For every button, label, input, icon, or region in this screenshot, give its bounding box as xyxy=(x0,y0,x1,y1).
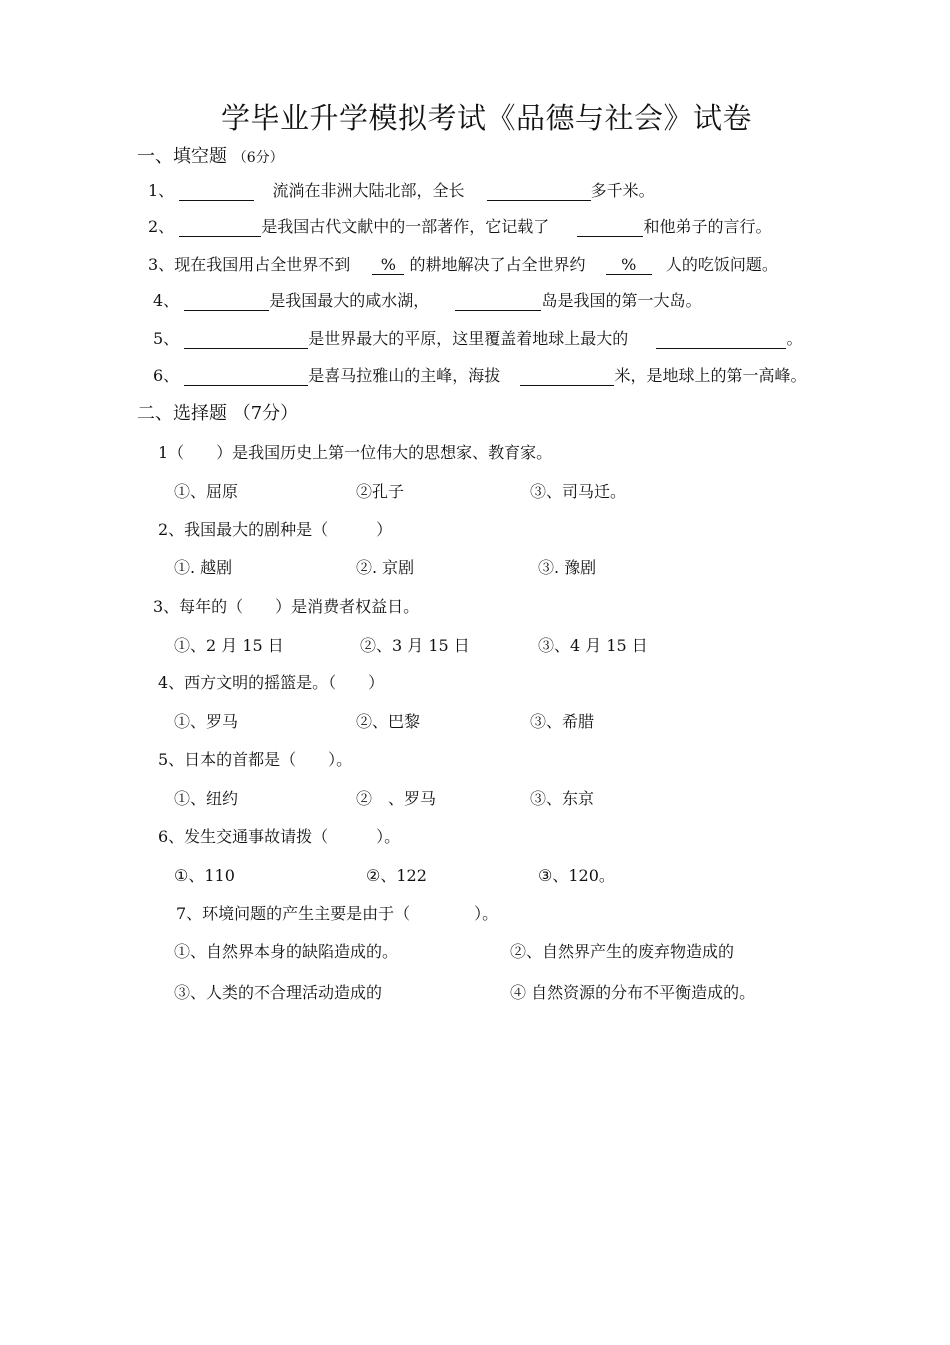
choice-option-2[interactable]: ② 、罗马 xyxy=(356,789,437,808)
answer-blank[interactable] xyxy=(184,292,269,311)
choice-option-1[interactable]: ①. 越剧 xyxy=(174,558,233,577)
question-text: 是我国古代文献中的一部著作，它记载了 xyxy=(261,217,550,236)
answer-blank[interactable] xyxy=(487,182,591,201)
choice-option-1[interactable]: ①、2 月 15 日 xyxy=(174,636,284,655)
question-number: 4、 xyxy=(153,291,180,310)
choice-option-3[interactable]: ③、120。 xyxy=(538,866,615,885)
choice-option-3[interactable]: ③、希腊 xyxy=(530,712,595,731)
question-number: 3、 xyxy=(148,255,175,274)
answer-blank[interactable] xyxy=(656,330,786,349)
question-text: 是喜马拉雅山的主峰，海拔 xyxy=(308,366,501,385)
question-text: 的耕地解决了占全世界约 xyxy=(409,255,586,274)
answer-blank[interactable] xyxy=(179,218,261,237)
section1-heading xyxy=(137,142,284,168)
choice-option-3[interactable]: ③、东京 xyxy=(530,789,595,808)
answer-blank[interactable] xyxy=(184,330,308,349)
answer-blank[interactable] xyxy=(179,182,254,201)
question-number: 5、 xyxy=(153,329,180,348)
choice-question-1-stem: 1（ ）是我国历史上第一位伟大的思想家、教育家。 xyxy=(158,443,553,462)
choice-question-6-stem: 6、发生交通事故请拨（ ）。 xyxy=(158,827,401,846)
fill-question-2 xyxy=(148,214,772,237)
question-text: 多千米。 xyxy=(590,181,655,200)
choice-question-4-stem: 4、西方文明的摇篮是。（ ） xyxy=(158,673,385,692)
answer-blank[interactable] xyxy=(184,367,308,386)
answer-blank[interactable] xyxy=(520,367,614,386)
question-number: 2、 xyxy=(148,217,175,236)
question-text: 米，是地球上的第一高峰。 xyxy=(614,366,807,385)
choice-option-3[interactable]: ③、4 月 15 日 xyxy=(538,636,648,655)
question-number: 6、 xyxy=(153,366,180,385)
fill-question-5 xyxy=(153,326,803,349)
question-text: 。 xyxy=(786,329,803,348)
choice-option-4[interactable]: ④ 自然资源的分布不平衡造成的。 xyxy=(510,983,756,1002)
choice-option-1[interactable]: ①、110 xyxy=(174,866,235,885)
answer-blank[interactable] xyxy=(455,292,541,311)
answer-blank[interactable] xyxy=(577,218,643,237)
fill-question-1 xyxy=(148,178,655,201)
choice-question-3-stem: 3、每年的（ ）是消费者权益日。 xyxy=(153,597,420,616)
question-text: 岛是我国的第一大岛。 xyxy=(541,291,702,310)
question-text: 是世界最大的平原，这里覆盖着地球上最大的 xyxy=(308,329,629,348)
fill-question-3 xyxy=(148,252,778,275)
choice-option-2[interactable]: ②、自然界产生的废弃物造成的 xyxy=(510,942,735,961)
fill-question-4 xyxy=(153,288,702,311)
question-number: 1、 xyxy=(148,181,175,200)
choice-option-2[interactable]: ②、3 月 15 日 xyxy=(360,636,470,655)
choice-option-3[interactable]: ③、人类的不合理活动造成的 xyxy=(174,983,383,1002)
choice-option-2[interactable]: ②、122 xyxy=(366,866,427,885)
choice-option-3[interactable]: ③、司马迁。 xyxy=(530,482,627,501)
choice-question-5-stem: 5、日本的首都是（ ）。 xyxy=(158,750,353,769)
question-text: 是我国最大的咸水湖， xyxy=(269,291,430,310)
fill-question-6 xyxy=(153,363,807,386)
choice-option-1[interactable]: ①、纽约 xyxy=(174,789,239,808)
choice-option-1[interactable]: ①、屈原 xyxy=(174,482,239,501)
question-text: 流淌在非洲大陆北部，全长 xyxy=(272,181,465,200)
section2-score: （7分） xyxy=(232,403,299,424)
choice-option-1[interactable]: ①、罗马 xyxy=(174,712,239,731)
choice-option-3[interactable]: ③. 豫剧 xyxy=(538,558,597,577)
section1-title: 一、填空题 xyxy=(137,146,227,167)
choice-question-2-stem: 2、我国最大的剧种是（ ） xyxy=(158,520,393,539)
question-text: 和他弟子的言行。 xyxy=(643,217,772,236)
section2-heading xyxy=(137,399,298,425)
answer-blank-percent[interactable]: % xyxy=(606,256,652,275)
choice-option-2[interactable]: ②、巴黎 xyxy=(356,712,421,731)
section2-title: 二、选择题 xyxy=(137,403,227,424)
page-title: 学毕业升学模拟考试《品德与社会》试卷 xyxy=(221,101,753,135)
choice-question-7-stem: 7、环境问题的产生主要是由于（ ）。 xyxy=(176,904,499,923)
choice-option-2[interactable]: ②孔子 xyxy=(356,482,405,501)
section1-score: （6分） xyxy=(232,150,284,166)
answer-blank-percent[interactable]: % xyxy=(372,256,404,275)
choice-option-2[interactable]: ②. 京剧 xyxy=(356,558,415,577)
choice-option-1[interactable]: ①、自然界本身的缺陷造成的。 xyxy=(174,942,399,961)
question-text: 现在我国用占全世界不到 xyxy=(174,255,351,274)
question-text: 人的吃饭问题。 xyxy=(665,255,778,274)
